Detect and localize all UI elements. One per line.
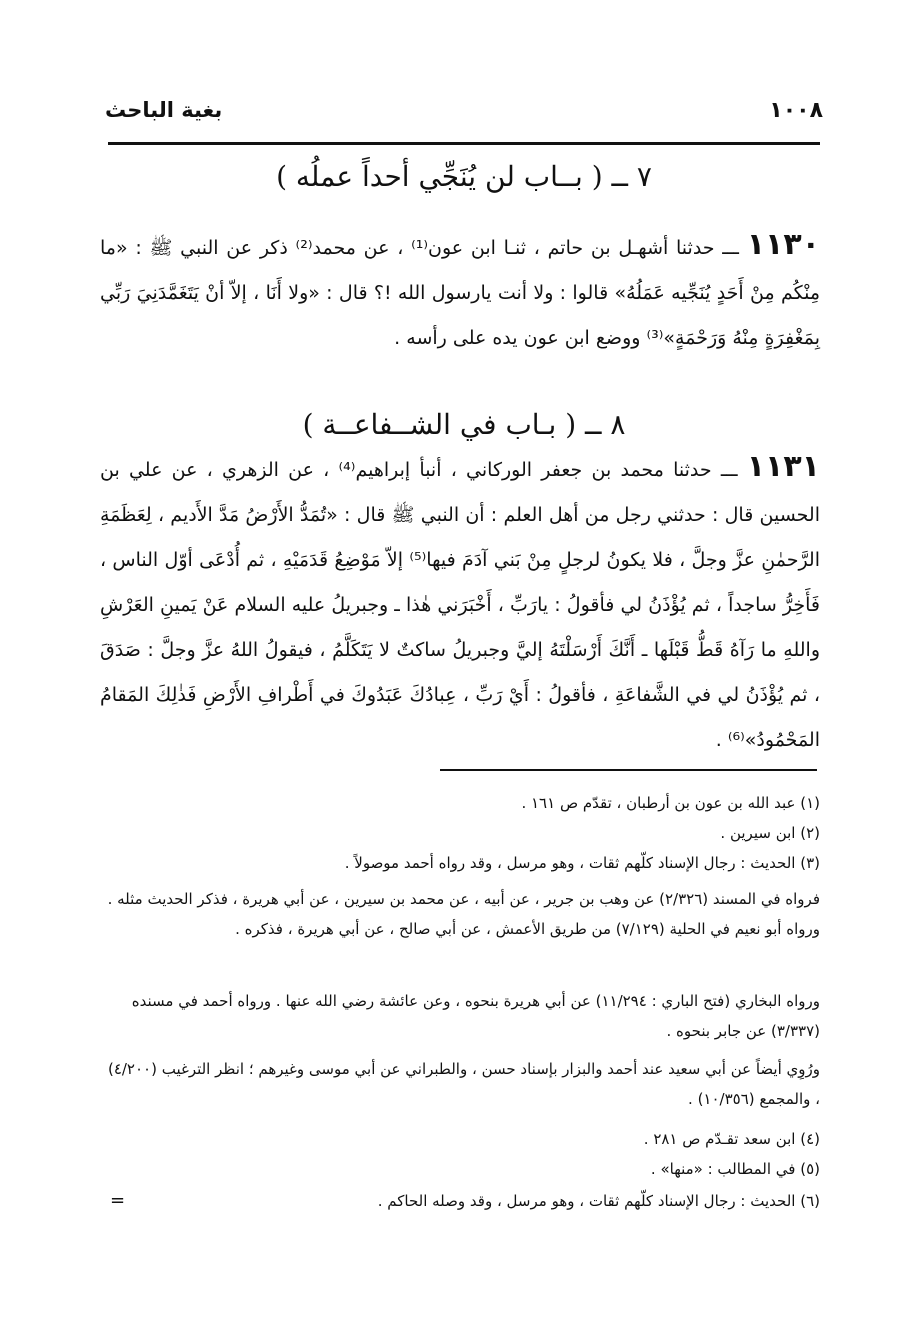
running-title: بغية الباحث — [105, 98, 223, 122]
footnote-2: (٢) ابن سيرين . — [720, 824, 820, 842]
footnote-3-other-chains: ورُوِي أيضاً عن أبي سعيد عند أحمد والبزار بإسناد حسن ، والطبراني عن أبي موسى وغيرهم ؛ انظر الترغيب (٤/٢٠٠) ، والمجمع (١٠/٣٥٦) . — [107, 1060, 820, 1108]
header-rule — [108, 142, 820, 145]
hadith-1130 — [100, 222, 820, 361]
footnote-5: (٥) في المطالب : «منها» . — [650, 1160, 820, 1178]
footnote-1: (١) عبد الله بن عون بن أرطبان ، تقدّم ص ١٦١ . — [521, 794, 820, 812]
page-number: ١٠٠٨ — [769, 98, 823, 123]
footnote-3-continuation: فرواه في المسند (٢/٣٢٦) عن وهب بن جرير ، عن أبيه ، عن محمد بن سيرين ، عن أبي هريرة ، فذكر الحديث مثله . ورواه أبو نعيم في الحلية (٧/١٢٩) من طريق الأعمش ، عن أبي صالح ، عن أبي هريرة ، فذكره . — [107, 890, 820, 938]
hadith-1131 — [100, 444, 820, 763]
hadith-number: ١١٣٠ — [746, 227, 820, 262]
hadith-text: ـــ حدثنا محمد بن جعفر الوركاني ، أنبأ إبراهيم⁽⁴⁾ ، عن الزهري ، عن علي بن الحسين قال : حدثني رجل من أهل العلم : أن النبي ﷺ قال : «تُمَدُّ الأَرْضُ مَدَّ الأَديم ، لِعَظَمَةِ الرَّحمٰنِ عزَّ وجلَّ ، فلا يكونُ لرجلٍ مِنْ بَني آدَمَ فيها⁽⁵⁾ إلاّ مَوْضِعُ قَدَمَيْهِ ، ثم أُدْعَى أوّل الناس ، فَأَخِرُّ ساجداً ، ثم يُؤْذَنُ لي فأقولُ : يارَبِّ ، أَخْبَرَني هٰذا ـ وجبريلُ عليه السلام عَنْ يَمينِ العَرْشِ واللهِ ما رَآهُ قَطُّ قَبْلَها ـ أَنَّكَ أَرْسَلْتَهُ إليَّ وجبريلُ ساكتٌ لا يَتَكَلَّمُ ، فيقولُ اللهُ عزَّ وجلَّ : صَدَقَ ، ثم يُؤْذَنُ لي في الشَّفاعَةِ ، فأقولُ : أَيْ رَبِّ ، عِبادُكَ عَبَدُوكَ في أَطْرافِ الأَرْضِ فَذٰلِكَ المَقامُ المَحْمُودُ»⁽⁶⁾ . — [100, 459, 820, 751]
footnote-3: (٣) الحديث : رجال الإسناد كلّهم ثقات ، وهو مرسل ، وقد رواه أحمد موصولاً . — [344, 854, 820, 872]
continuation-mark: = — [110, 1190, 126, 1211]
footnote-6: (٦) الحديث : رجال الإسناد كلّهم ثقات ، وهو مرسل ، وقد وصله الحاكم . — [377, 1192, 820, 1210]
footnote-4: (٤) ابن سعد تقـدّم ص ٢٨١ . — [643, 1130, 820, 1148]
footnote-rule — [440, 769, 817, 771]
footnote-3-bukhari: ورواه البخاري (فتح الباري : ١١/٢٩٤) عن أبي هريرة بنحوه ، وعن عائشة رضي الله عنها . ورواه أحمد في مسنده (٣/٣٣٧) عن جابر بنحوه . — [131, 992, 820, 1040]
hadith-number: ١١٣١ — [746, 449, 820, 484]
section-heading-7: ٧ ــ ( بــاب لن يُنَجِّي أحداً عملُه ) — [276, 160, 652, 193]
hadith-text: ـــ حدثنا أشهـل بن حاتم ، ثنـا ابن عون⁽¹⁾ ، عن محمد⁽²⁾ ذكر عن النبي ﷺ : «ما مِنْكُم مِنْ أَحَدٍ يُنَجِّيه عَمَلُهُ» قالوا : ولا أنت يارسول الله !؟ قال : «ولا أَنَا ، إلاّ أنْ يَتَغَمَّدَنِيَ رَبِّي بِمَغْفِرَةٍ مِنْهُ وَرَحْمَةٍ»⁽³⁾ ووضع ابن عون يده على رأسه . — [100, 237, 820, 349]
section-heading-8: ٨ ــ ( بـاب في الشــفاعــة ) — [302, 408, 626, 441]
